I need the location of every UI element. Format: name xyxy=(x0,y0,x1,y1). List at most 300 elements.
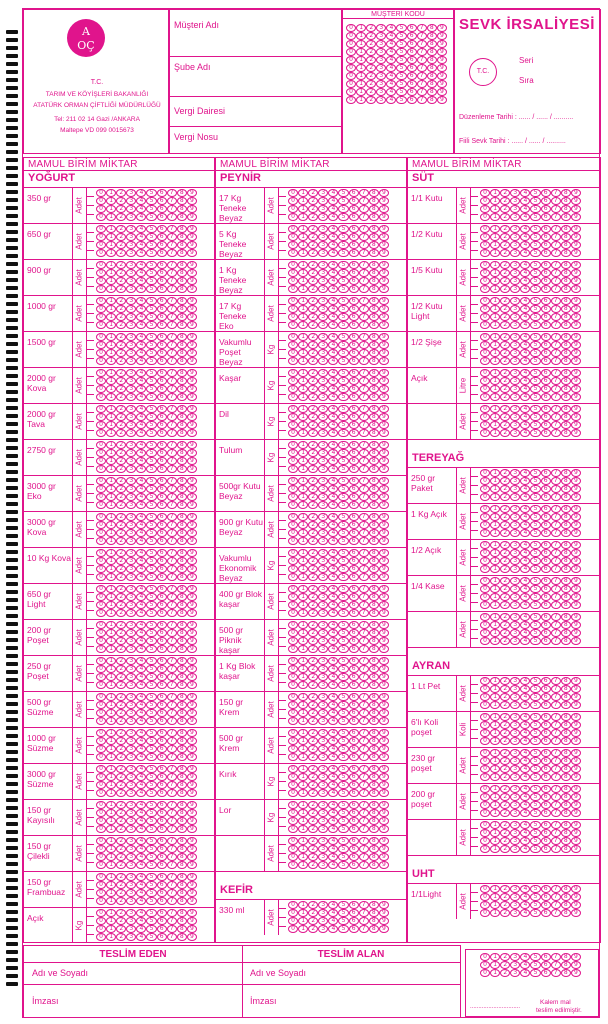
digit-bubble[interactable]: 1 xyxy=(106,385,116,393)
digit-bubble[interactable]: 8 xyxy=(561,953,571,961)
digit-bubble[interactable]: 8 xyxy=(427,96,437,104)
digit-bubble[interactable]: 3 xyxy=(126,873,136,881)
digit-bubble[interactable]: 3 xyxy=(318,393,328,401)
digit-bubble[interactable]: 3 xyxy=(126,645,136,653)
digit-bubble[interactable]: 6 xyxy=(157,549,167,557)
digit-bubble[interactable]: 0 xyxy=(480,249,490,257)
digit-bubble[interactable]: 4 xyxy=(136,737,146,745)
digit-bubble[interactable]: 6 xyxy=(349,753,359,761)
digit-bubble[interactable]: 8 xyxy=(369,609,379,617)
digit-bubble[interactable]: 5 xyxy=(530,809,540,817)
digit-bubble[interactable]: 9 xyxy=(571,749,581,757)
quantity-grid[interactable] xyxy=(288,549,389,581)
digit-bubble[interactable]: 0 xyxy=(96,657,106,665)
digit-bubble[interactable]: 5 xyxy=(530,601,540,609)
digit-bubble[interactable]: 5 xyxy=(338,513,348,521)
digit-bubble[interactable]: 7 xyxy=(359,709,369,717)
digit-bubble[interactable]: 5 xyxy=(146,457,156,465)
digit-bubble[interactable]: 4 xyxy=(328,901,338,909)
digit-bubble[interactable]: 8 xyxy=(369,313,379,321)
digit-bubble[interactable]: 4 xyxy=(136,393,146,401)
digit-bubble[interactable]: 8 xyxy=(177,549,187,557)
quantity-grid[interactable] xyxy=(288,765,389,797)
digit-bubble[interactable]: 9 xyxy=(379,225,389,233)
digit-bubble[interactable]: 8 xyxy=(177,729,187,737)
digit-bubble[interactable]: 5 xyxy=(530,765,540,773)
digit-bubble[interactable]: 5 xyxy=(338,225,348,233)
digit-bubble[interactable]: 2 xyxy=(116,269,126,277)
quantity-grid[interactable] xyxy=(96,369,197,401)
digit-bubble[interactable]: 5 xyxy=(146,205,156,213)
digit-bubble[interactable]: 9 xyxy=(379,809,389,817)
digit-bubble[interactable]: 1 xyxy=(490,837,500,845)
digit-bubble[interactable]: 1 xyxy=(298,261,308,269)
digit-bubble[interactable]: 2 xyxy=(308,901,318,909)
digit-bubble[interactable]: 2 xyxy=(116,825,126,833)
digit-bubble[interactable]: 9 xyxy=(379,585,389,593)
digit-bubble[interactable]: 6 xyxy=(541,829,551,837)
digit-bubble[interactable]: 2 xyxy=(500,773,510,781)
digit-bubble[interactable]: 2 xyxy=(500,793,510,801)
digit-bubble[interactable]: 9 xyxy=(571,613,581,621)
digit-bubble[interactable]: 3 xyxy=(318,485,328,493)
digit-bubble[interactable]: 0 xyxy=(288,377,298,385)
digit-bubble[interactable]: 5 xyxy=(530,205,540,213)
digit-bubble[interactable]: 1 xyxy=(298,781,308,789)
digit-bubble[interactable]: 0 xyxy=(96,333,106,341)
digit-bubble[interactable]: 7 xyxy=(551,241,561,249)
digit-bubble[interactable]: 9 xyxy=(571,809,581,817)
digit-bubble[interactable]: 7 xyxy=(167,189,177,197)
digit-bubble[interactable]: 3 xyxy=(510,285,520,293)
digit-bubble[interactable]: 5 xyxy=(146,629,156,637)
digit-bubble[interactable]: 8 xyxy=(369,225,379,233)
digit-bubble[interactable]: 4 xyxy=(136,441,146,449)
digit-bubble[interactable]: 5 xyxy=(146,881,156,889)
digit-bubble[interactable]: 7 xyxy=(359,729,369,737)
digit-bubble[interactable]: 1 xyxy=(490,493,500,501)
digit-bubble[interactable]: 6 xyxy=(349,637,359,645)
digit-bubble[interactable]: 5 xyxy=(530,785,540,793)
digit-bubble[interactable]: 8 xyxy=(369,601,379,609)
digit-bubble[interactable]: 2 xyxy=(500,377,510,385)
digit-bubble[interactable]: 4 xyxy=(328,717,338,725)
digit-bubble[interactable]: 0 xyxy=(288,421,298,429)
quantity-grid[interactable] xyxy=(288,801,389,833)
digit-bubble[interactable]: 8 xyxy=(561,529,571,537)
digit-bubble[interactable]: 6 xyxy=(349,573,359,581)
digit-bubble[interactable]: 2 xyxy=(308,477,318,485)
digit-bubble[interactable]: 5 xyxy=(338,393,348,401)
digit-bubble[interactable]: 6 xyxy=(157,341,167,349)
quantity-grid[interactable] xyxy=(96,441,197,473)
digit-bubble[interactable]: 0 xyxy=(480,701,490,709)
digit-bubble[interactable]: 2 xyxy=(116,737,126,745)
digit-bubble[interactable]: 1 xyxy=(490,713,500,721)
digit-bubble[interactable]: 0 xyxy=(96,297,106,305)
digit-bubble[interactable]: 7 xyxy=(167,377,177,385)
digit-bubble[interactable]: 7 xyxy=(359,421,369,429)
digit-bubble[interactable]: 6 xyxy=(541,785,551,793)
digit-bubble[interactable]: 2 xyxy=(308,557,318,565)
digit-bubble[interactable]: 0 xyxy=(288,225,298,233)
digit-bubble[interactable]: 7 xyxy=(167,917,177,925)
digit-bubble[interactable]: 1 xyxy=(106,321,116,329)
digit-bubble[interactable]: 8 xyxy=(561,961,571,969)
digit-bubble[interactable]: 3 xyxy=(318,753,328,761)
digit-bubble[interactable]: 4 xyxy=(520,377,530,385)
digit-bubble[interactable]: 3 xyxy=(510,785,520,793)
digit-bubble[interactable]: 9 xyxy=(379,521,389,529)
digit-bubble[interactable]: 8 xyxy=(369,565,379,573)
digit-bubble[interactable]: 8 xyxy=(177,753,187,761)
digit-bubble[interactable]: 6 xyxy=(157,845,167,853)
digit-bubble[interactable]: 3 xyxy=(510,213,520,221)
digit-bubble[interactable]: 6 xyxy=(541,885,551,893)
digit-bubble[interactable]: 3 xyxy=(318,513,328,521)
digit-bubble[interactable]: 2 xyxy=(308,809,318,817)
digit-bubble[interactable]: 0 xyxy=(480,469,490,477)
digit-bubble[interactable]: 1 xyxy=(106,585,116,593)
digit-bubble[interactable]: 0 xyxy=(96,629,106,637)
digit-bubble[interactable]: 9 xyxy=(187,701,197,709)
digit-bubble[interactable]: 5 xyxy=(338,909,348,917)
digit-bubble[interactable]: 7 xyxy=(359,665,369,673)
digit-bubble[interactable]: 0 xyxy=(480,765,490,773)
digit-bubble[interactable]: 6 xyxy=(541,541,551,549)
digit-bubble[interactable]: 1 xyxy=(106,889,116,897)
digit-bubble[interactable]: 6 xyxy=(349,501,359,509)
digit-bubble[interactable]: 2 xyxy=(116,781,126,789)
digit-bubble[interactable]: 1 xyxy=(106,709,116,717)
digit-bubble[interactable]: 6 xyxy=(157,753,167,761)
digit-bubble[interactable]: 4 xyxy=(136,565,146,573)
digit-bubble[interactable]: 8 xyxy=(177,369,187,377)
digit-bubble[interactable]: 9 xyxy=(187,845,197,853)
digit-bubble[interactable]: 2 xyxy=(500,601,510,609)
digit-bubble[interactable]: 4 xyxy=(328,465,338,473)
digit-bubble[interactable]: 3 xyxy=(510,357,520,365)
digit-bubble[interactable]: 2 xyxy=(308,825,318,833)
digit-bubble[interactable]: 4 xyxy=(136,645,146,653)
digit-bubble[interactable]: 2 xyxy=(500,429,510,437)
digit-bubble[interactable]: 0 xyxy=(480,357,490,365)
digit-bubble[interactable]: 9 xyxy=(379,189,389,197)
digit-bubble[interactable]: 6 xyxy=(157,297,167,305)
digit-bubble[interactable]: 0 xyxy=(480,393,490,401)
digit-bubble[interactable]: 8 xyxy=(561,205,571,213)
digit-bubble[interactable]: 0 xyxy=(480,513,490,521)
digit-bubble[interactable]: 5 xyxy=(530,685,540,693)
digit-bubble[interactable]: 2 xyxy=(116,393,126,401)
digit-bubble[interactable]: 8 xyxy=(177,809,187,817)
digit-bubble[interactable]: 3 xyxy=(126,737,136,745)
digit-bubble[interactable]: 2 xyxy=(500,313,510,321)
digit-bubble[interactable]: 2 xyxy=(500,513,510,521)
digit-bubble[interactable]: 1 xyxy=(356,32,366,40)
digit-bubble[interactable]: 1 xyxy=(490,901,500,909)
digit-bubble[interactable]: 5 xyxy=(338,321,348,329)
digit-bubble[interactable]: 9 xyxy=(571,269,581,277)
digit-bubble[interactable]: 4 xyxy=(328,297,338,305)
digit-bubble[interactable]: 7 xyxy=(551,529,561,537)
digit-bubble[interactable]: 7 xyxy=(551,269,561,277)
digit-bubble[interactable]: 1 xyxy=(298,501,308,509)
digit-bubble[interactable]: 2 xyxy=(308,465,318,473)
digit-bubble[interactable]: 9 xyxy=(571,357,581,365)
digit-bubble[interactable]: 1 xyxy=(106,557,116,565)
digit-bubble[interactable]: 1 xyxy=(106,285,116,293)
digit-bubble[interactable]: 9 xyxy=(187,585,197,593)
digit-bubble[interactable]: 1 xyxy=(106,593,116,601)
digit-bubble[interactable]: 7 xyxy=(359,745,369,753)
digit-bubble[interactable]: 4 xyxy=(136,537,146,545)
digit-bubble[interactable]: 5 xyxy=(530,469,540,477)
digit-bubble[interactable]: 6 xyxy=(541,901,551,909)
digit-bubble[interactable]: 1 xyxy=(106,737,116,745)
digit-bubble[interactable]: 9 xyxy=(571,493,581,501)
digit-bubble[interactable]: 1 xyxy=(490,333,500,341)
digit-bubble[interactable]: 6 xyxy=(349,709,359,717)
digit-bubble[interactable]: 3 xyxy=(510,521,520,529)
digit-bubble[interactable]: 9 xyxy=(379,901,389,909)
digit-bubble[interactable]: 0 xyxy=(96,917,106,925)
digit-bubble[interactable]: 3 xyxy=(126,457,136,465)
digit-bubble[interactable]: 9 xyxy=(187,737,197,745)
digit-bubble[interactable]: 8 xyxy=(177,701,187,709)
digit-bubble[interactable]: 8 xyxy=(561,377,571,385)
digit-bubble[interactable]: 9 xyxy=(571,213,581,221)
digit-bubble[interactable]: 6 xyxy=(349,297,359,305)
digit-bubble[interactable]: 8 xyxy=(369,765,379,773)
digit-bubble[interactable]: 5 xyxy=(146,717,156,725)
digit-bubble[interactable]: 6 xyxy=(349,305,359,313)
digit-bubble[interactable]: 3 xyxy=(318,529,328,537)
digit-bubble[interactable]: 3 xyxy=(126,925,136,933)
digit-bubble[interactable]: 7 xyxy=(551,793,561,801)
digit-bubble[interactable]: 8 xyxy=(561,213,571,221)
digit-bubble[interactable]: 2 xyxy=(500,785,510,793)
digit-bubble[interactable]: 6 xyxy=(541,225,551,233)
digit-bubble[interactable]: 6 xyxy=(407,80,417,88)
digit-bubble[interactable]: 5 xyxy=(146,573,156,581)
digit-bubble[interactable]: 3 xyxy=(318,333,328,341)
digit-bubble[interactable]: 9 xyxy=(437,32,447,40)
digit-bubble[interactable]: 7 xyxy=(417,40,427,48)
digit-bubble[interactable]: 0 xyxy=(346,88,356,96)
digit-bubble[interactable]: 2 xyxy=(308,385,318,393)
digit-bubble[interactable]: 1 xyxy=(298,917,308,925)
digit-bubble[interactable]: 7 xyxy=(551,261,561,269)
digit-bubble[interactable]: 3 xyxy=(510,505,520,513)
digit-bubble[interactable]: 1 xyxy=(106,681,116,689)
digit-bubble[interactable]: 7 xyxy=(167,213,177,221)
digit-bubble[interactable]: 2 xyxy=(500,893,510,901)
digit-bubble[interactable]: 0 xyxy=(288,385,298,393)
quantity-grid[interactable] xyxy=(96,801,197,833)
digit-bubble[interactable]: 0 xyxy=(288,213,298,221)
digit-bubble[interactable]: 7 xyxy=(167,933,177,941)
digit-bubble[interactable]: 9 xyxy=(379,269,389,277)
digit-bubble[interactable]: 6 xyxy=(349,405,359,413)
digit-bubble[interactable]: 0 xyxy=(96,745,106,753)
digit-bubble[interactable]: 4 xyxy=(520,305,530,313)
digit-bubble[interactable]: 0 xyxy=(96,665,106,673)
digit-bubble[interactable]: 5 xyxy=(146,261,156,269)
digit-bubble[interactable]: 1 xyxy=(298,729,308,737)
digit-bubble[interactable]: 4 xyxy=(136,241,146,249)
digit-bubble[interactable]: 8 xyxy=(177,341,187,349)
digit-bubble[interactable]: 4 xyxy=(136,297,146,305)
digit-bubble[interactable]: 4 xyxy=(136,557,146,565)
digit-bubble[interactable]: 1 xyxy=(298,573,308,581)
digit-bubble[interactable]: 6 xyxy=(349,765,359,773)
digit-bubble[interactable]: 8 xyxy=(561,837,571,845)
digit-bubble[interactable]: 1 xyxy=(106,693,116,701)
digit-bubble[interactable]: 8 xyxy=(369,789,379,797)
digit-bubble[interactable]: 2 xyxy=(500,577,510,585)
digit-bubble[interactable]: 0 xyxy=(288,521,298,529)
digit-bubble[interactable]: 5 xyxy=(530,369,540,377)
digit-bubble[interactable]: 1 xyxy=(106,817,116,825)
digit-bubble[interactable]: 5 xyxy=(338,837,348,845)
digit-bubble[interactable]: 7 xyxy=(167,277,177,285)
digit-bubble[interactable]: 9 xyxy=(571,593,581,601)
digit-bubble[interactable]: 5 xyxy=(530,321,540,329)
digit-bubble[interactable]: 3 xyxy=(510,969,520,977)
digit-bubble[interactable]: 7 xyxy=(359,917,369,925)
quantity-grid[interactable] xyxy=(96,909,197,941)
digit-bubble[interactable]: 8 xyxy=(177,837,187,845)
digit-bubble[interactable]: 2 xyxy=(500,885,510,893)
digit-bubble[interactable]: 1 xyxy=(298,853,308,861)
digit-bubble[interactable]: 6 xyxy=(349,241,359,249)
digit-bubble[interactable]: 3 xyxy=(126,485,136,493)
digit-bubble[interactable]: 0 xyxy=(288,277,298,285)
digit-bubble[interactable]: 1 xyxy=(106,305,116,313)
digit-bubble[interactable]: 3 xyxy=(126,629,136,637)
digit-bubble[interactable]: 5 xyxy=(396,40,406,48)
digit-bubble[interactable]: 7 xyxy=(359,213,369,221)
digit-bubble[interactable]: 8 xyxy=(369,261,379,269)
digit-bubble[interactable]: 7 xyxy=(551,629,561,637)
digit-bubble[interactable]: 5 xyxy=(530,249,540,257)
digit-bubble[interactable]: 1 xyxy=(298,765,308,773)
digit-bubble[interactable]: 6 xyxy=(541,621,551,629)
digit-bubble[interactable]: 2 xyxy=(308,621,318,629)
digit-bubble[interactable]: 6 xyxy=(157,269,167,277)
digit-bubble[interactable]: 8 xyxy=(369,277,379,285)
digit-bubble[interactable]: 7 xyxy=(167,681,177,689)
digit-bubble[interactable]: 0 xyxy=(288,369,298,377)
digit-bubble[interactable]: 9 xyxy=(187,305,197,313)
digit-bubble[interactable]: 9 xyxy=(571,249,581,257)
digit-bubble[interactable]: 1 xyxy=(298,269,308,277)
digit-bubble[interactable]: 3 xyxy=(318,645,328,653)
digit-bubble[interactable]: 6 xyxy=(541,357,551,365)
digit-bubble[interactable]: 8 xyxy=(177,313,187,321)
digit-bubble[interactable]: 8 xyxy=(369,285,379,293)
digit-bubble[interactable]: 5 xyxy=(146,529,156,537)
digit-bubble[interactable]: 2 xyxy=(500,901,510,909)
digit-bubble[interactable]: 2 xyxy=(500,909,510,917)
digit-bubble[interactable]: 2 xyxy=(500,565,510,573)
digit-bubble[interactable]: 8 xyxy=(561,305,571,313)
digit-bubble[interactable]: 5 xyxy=(146,861,156,869)
digit-bubble[interactable]: 1 xyxy=(298,297,308,305)
digit-bubble[interactable]: 6 xyxy=(157,233,167,241)
digit-bubble[interactable]: 9 xyxy=(379,349,389,357)
digit-bubble[interactable]: 7 xyxy=(551,685,561,693)
digit-bubble[interactable]: 3 xyxy=(510,601,520,609)
digit-bubble[interactable]: 2 xyxy=(116,465,126,473)
digit-bubble[interactable]: 7 xyxy=(167,861,177,869)
digit-bubble[interactable]: 2 xyxy=(116,213,126,221)
digit-bubble[interactable]: 0 xyxy=(96,709,106,717)
digit-bubble[interactable]: 4 xyxy=(520,837,530,845)
digit-bubble[interactable]: 9 xyxy=(379,745,389,753)
digit-bubble[interactable]: 5 xyxy=(530,837,540,845)
digit-bubble[interactable]: 8 xyxy=(369,529,379,537)
digit-bubble[interactable]: 1 xyxy=(106,673,116,681)
digit-bubble[interactable]: 6 xyxy=(157,837,167,845)
digit-bubble[interactable]: 9 xyxy=(187,773,197,781)
digit-bubble[interactable]: 9 xyxy=(187,629,197,637)
digit-bubble[interactable]: 6 xyxy=(349,513,359,521)
digit-bubble[interactable]: 4 xyxy=(520,213,530,221)
digit-bubble[interactable]: 4 xyxy=(328,341,338,349)
digit-bubble[interactable]: 8 xyxy=(561,637,571,645)
digit-bubble[interactable]: 5 xyxy=(530,421,540,429)
digit-bubble[interactable]: 1 xyxy=(106,845,116,853)
digit-bubble[interactable]: 8 xyxy=(369,917,379,925)
digit-bubble[interactable]: 2 xyxy=(308,441,318,449)
digit-bubble[interactable]: 7 xyxy=(551,249,561,257)
digit-bubble[interactable]: 6 xyxy=(157,889,167,897)
digit-bubble[interactable]: 2 xyxy=(308,305,318,313)
digit-bubble[interactable]: 5 xyxy=(530,801,540,809)
digit-bubble[interactable]: 2 xyxy=(500,713,510,721)
digit-bubble[interactable]: 3 xyxy=(126,773,136,781)
digit-bubble[interactable]: 5 xyxy=(530,541,540,549)
digit-bubble[interactable]: 8 xyxy=(369,701,379,709)
digit-bubble[interactable]: 9 xyxy=(379,441,389,449)
digit-bubble[interactable]: 5 xyxy=(146,465,156,473)
digit-bubble[interactable]: 5 xyxy=(146,873,156,881)
digit-bubble[interactable]: 6 xyxy=(541,961,551,969)
digit-bubble[interactable]: 7 xyxy=(359,789,369,797)
quantity-grid[interactable] xyxy=(288,585,389,617)
digit-bubble[interactable]: 8 xyxy=(561,357,571,365)
digit-bubble[interactable]: 9 xyxy=(437,40,447,48)
digit-bubble[interactable]: 4 xyxy=(386,72,396,80)
digit-bubble[interactable]: 0 xyxy=(480,685,490,693)
digit-bubble[interactable]: 6 xyxy=(541,505,551,513)
digit-bubble[interactable]: 2 xyxy=(308,845,318,853)
digit-bubble[interactable]: 3 xyxy=(318,861,328,869)
digit-bubble[interactable]: 3 xyxy=(126,313,136,321)
digit-bubble[interactable]: 2 xyxy=(500,249,510,257)
digit-bubble[interactable]: 3 xyxy=(126,205,136,213)
digit-bubble[interactable]: 5 xyxy=(146,557,156,565)
digit-bubble[interactable]: 6 xyxy=(541,285,551,293)
digit-bubble[interactable]: 1 xyxy=(298,225,308,233)
digit-bubble[interactable]: 1 xyxy=(298,557,308,565)
digit-bubble[interactable]: 0 xyxy=(480,601,490,609)
digit-bubble[interactable]: 8 xyxy=(561,385,571,393)
digit-bubble[interactable]: 4 xyxy=(328,853,338,861)
digit-bubble[interactable]: 3 xyxy=(318,305,328,313)
